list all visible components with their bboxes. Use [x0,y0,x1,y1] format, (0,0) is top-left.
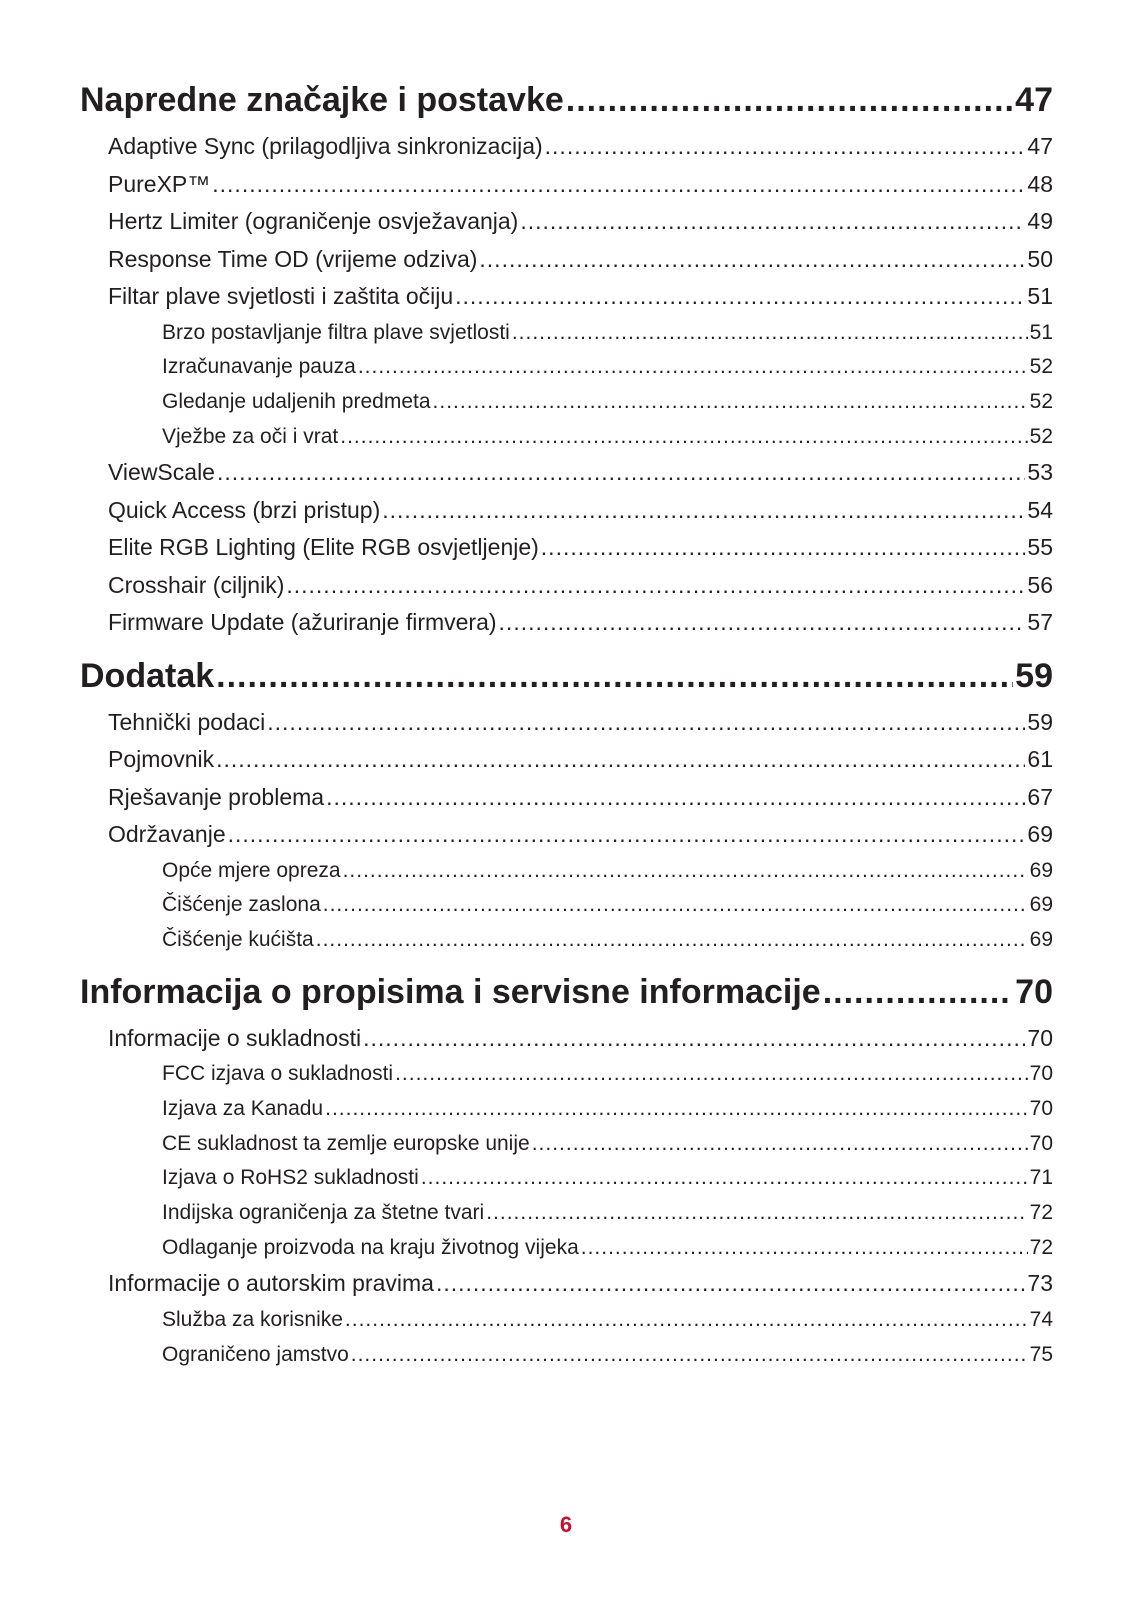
toc-entry-title: Napredne značajke i postavke [80,81,564,119]
toc-entry-title: Hertz Limiter (ograničenje osvježavanja) [108,208,519,234]
toc-subsection[interactable] [80,1161,1053,1196]
toc-subsection[interactable] [80,1127,1053,1162]
toc-leader-dots [566,72,1013,128]
toc-entry-page: 73 [1027,1270,1053,1297]
toc-section[interactable] [80,241,1053,279]
table-of-contents [80,72,1053,1372]
toc-entry-title: Firmware Update (ažuriranje firmvera) [108,609,497,636]
toc-entry-title: Izjava o RoHS2 sukladnosti [162,1166,419,1190]
toc-entry-page: 56 [1027,571,1053,598]
toc-entry-title: Response Time OD (vrijeme odziva) [108,245,478,272]
toc-entry-title: Čišćenje kućišta [162,928,314,952]
toc-entry-title: Vježbe za oči i vrat [162,424,339,448]
toc-section[interactable] [80,567,1053,605]
toc-entry-page: 59 [1027,708,1053,735]
toc-leader-dots [499,604,1026,642]
toc-entry-title: Opće mjere opreza [162,858,341,882]
toc-entry-page: 54 [1027,496,1053,523]
toc-leader-dots [216,741,1025,779]
toc-entry-page: 70 [1029,1131,1053,1155]
toc-chapter[interactable] [80,964,1053,1020]
toc-entry-title: Crosshair (ciljnik) [108,571,285,598]
toc-subsection[interactable] [80,1196,1053,1231]
toc-section[interactable] [80,1020,1053,1058]
toc-leader-dots [421,1161,1028,1196]
toc-entry-title: Rješavanje problema [108,783,325,810]
toc-leader-dots [340,420,1027,455]
toc-leader-dots [358,350,1028,385]
toc-entry-page: 74 [1029,1307,1053,1331]
toc-entry-title: Filtar plave svjetlosti i zaštita očiju [108,283,454,309]
toc-section[interactable] [80,779,1053,817]
toc-entry-page: 75 [1029,1342,1053,1366]
toc-chapter[interactable] [80,72,1053,128]
toc-entry-page: 53 [1027,459,1053,486]
toc-section[interactable] [80,741,1053,779]
toc-entry-title: Gledanje udaljenih predmeta [162,389,431,413]
toc-entry-title: Izjava za Kanadu [162,1097,324,1120]
toc-leader-dots [382,492,1025,530]
toc-leader-dots [351,1338,1028,1373]
toc-entry-title: FCC izjava o sukladnosti [162,1062,394,1086]
toc-chapter[interactable] [80,648,1053,704]
toc-subsection[interactable] [80,1057,1053,1092]
toc-section[interactable] [80,604,1053,642]
toc-leader-dots [512,316,1028,351]
toc-entry-title: ViewScale [108,459,215,486]
toc-section[interactable] [80,492,1053,530]
toc-entry-title: Elite RGB Lighting (Elite RGB osvjetljenje) [108,534,539,561]
toc-entry-title: Informacije o autorskim pravima [108,1270,434,1297]
toc-entry-page: 72 [1029,1235,1053,1259]
toc-section[interactable] [80,454,1053,492]
toc-entry-title: Pojmovnik [108,746,215,773]
toc-entry-title: Dodatak [80,656,215,695]
toc-subsection[interactable] [80,888,1053,923]
toc-subsection[interactable] [80,854,1053,889]
toc-leader-dots [520,203,1025,241]
toc-section[interactable] [80,704,1053,742]
toc-leader-dots [823,964,1013,1020]
toc-leader-dots [541,529,1026,567]
toc-subsection[interactable] [80,1338,1053,1373]
toc-entry-page: 49 [1027,208,1053,234]
toc-entry-page: 47 [1015,81,1053,119]
toc-subsection[interactable] [80,1303,1053,1338]
toc-entry-title: Informacije o sukladnosti [108,1024,362,1051]
toc-entry-page: 51 [1029,320,1053,344]
toc-subsection[interactable] [80,350,1053,385]
toc-section[interactable] [80,816,1053,854]
toc-entry-page: 70 [1015,972,1053,1011]
toc-entry-page: 47 [1027,133,1053,159]
toc-leader-dots [532,1127,1028,1162]
toc-entry-page: 69 [1029,928,1053,952]
toc-entry-title: Odlaganje proizvoda na kraju životnog vijeka [162,1235,579,1259]
toc-entry-page: 70 [1029,1062,1053,1086]
toc-entry-page: 55 [1027,534,1053,561]
toc-entry-title: Tehnički podaci [108,708,266,735]
toc-entry-title: Quick Access (brzi pristup) [108,496,381,523]
toc-entry-page: 69 [1029,858,1053,882]
toc-leader-dots [323,888,1028,923]
toc-entry-title: Informacija o propisima i servisne informacije [80,972,821,1011]
toc-leader-dots [395,1057,1028,1092]
toc-entry-title: Adaptive Sync (prilagodljiva sinkronizacija) [108,133,543,159]
toc-leader-dots [479,241,1025,279]
toc-subsection[interactable] [80,420,1053,455]
toc-section[interactable] [80,278,1053,316]
toc-leader-dots [545,128,1026,166]
toc-entry-title: PureXP™ [108,170,211,197]
toc-entry-page: 51 [1027,283,1053,309]
toc-leader-dots [581,1231,1028,1266]
toc-section[interactable] [80,128,1053,166]
toc-entry-title: Čišćenje zaslona [162,893,321,917]
toc-entry-page: 70 [1029,1097,1053,1120]
toc-leader-dots [486,1196,1027,1231]
toc-leader-dots [436,1265,1025,1303]
toc-entry-page: 52 [1029,424,1053,448]
toc-subsection[interactable] [80,923,1053,958]
toc-entry-page: 72 [1029,1201,1053,1225]
toc-leader-dots [455,278,1025,316]
toc-entry-page: 59 [1015,656,1053,695]
toc-leader-dots [316,923,1028,958]
toc-subsection[interactable] [80,1092,1053,1127]
toc-entry-page: 69 [1029,893,1053,917]
toc-entry-page: 57 [1027,609,1053,636]
toc-leader-dots [343,854,1028,889]
toc-leader-dots [228,816,1026,854]
toc-leader-dots [326,779,1025,817]
toc-subsection[interactable] [80,316,1053,351]
toc-subsection[interactable] [80,385,1053,420]
toc-entry-page: 71 [1029,1166,1053,1190]
toc-subsection[interactable] [80,1231,1053,1266]
toc-entry-title: Ograničeno jamstvo [162,1342,349,1366]
toc-leader-dots [267,704,1025,742]
toc-section[interactable] [80,203,1053,241]
toc-leader-dots [216,648,1013,704]
toc-leader-dots [325,1092,1028,1127]
toc-entry-title: Izračunavanje pauza [162,355,356,379]
toc-entry-title: CE sukladnost ta zemlje europske unije [162,1131,530,1155]
toc-entry-page: 48 [1027,170,1053,197]
page-number: 6 [559,1512,573,1537]
toc-entry-page: 52 [1029,389,1053,413]
toc-entry-page: 61 [1027,746,1053,773]
toc-leader-dots [212,166,1025,204]
toc-entry-page: 50 [1027,245,1053,272]
toc-entry-page: 70 [1027,1024,1053,1051]
toc-leader-dots [433,385,1028,420]
toc-entry-page: 67 [1027,783,1053,810]
toc-leader-dots [345,1303,1028,1338]
toc-section[interactable] [80,1265,1053,1303]
toc-entry-page: 69 [1027,821,1053,848]
toc-entry-title: Održavanje [108,821,226,848]
toc-section[interactable] [80,529,1053,567]
toc-leader-dots [286,567,1025,605]
toc-entry-title: Brzo postavljanje filtra plave svjetlosti [162,320,510,344]
toc-entry-page: 52 [1029,355,1053,379]
toc-leader-dots [217,454,1025,492]
toc-leader-dots [363,1020,1025,1058]
toc-entry-title: Indijska ograničenja za štetne tvari [162,1201,485,1225]
toc-entry-title: Služba za korisnike [162,1307,343,1331]
toc-section[interactable] [80,166,1053,204]
